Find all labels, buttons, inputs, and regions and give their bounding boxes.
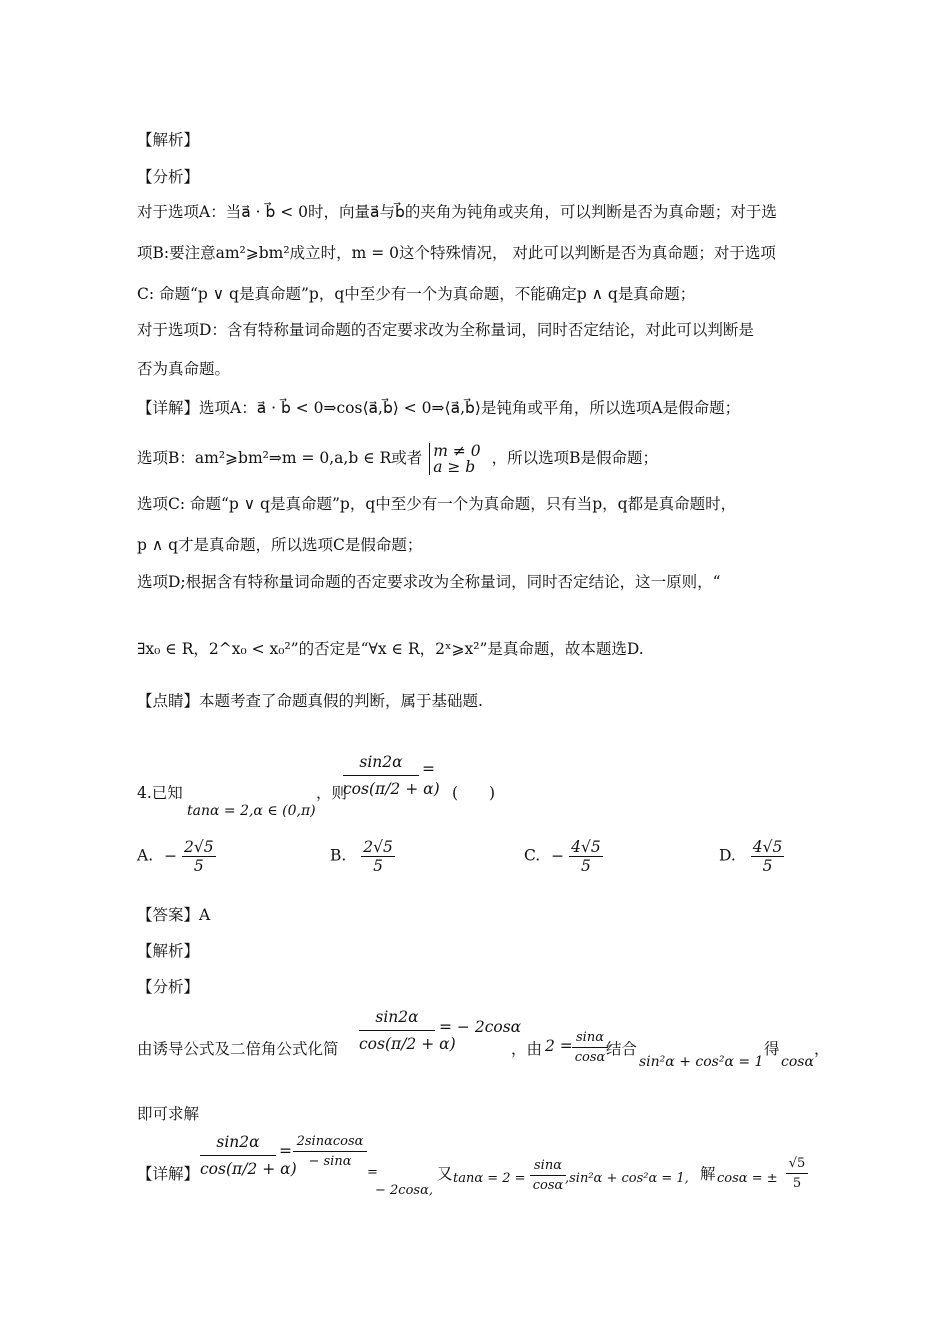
detail-line-2 (137, 443, 658, 475)
q4-analysis-jiehe: 结合 (606, 1040, 638, 1058)
q4-analysis-you: ，由 (511, 1040, 543, 1058)
option-b[interactable] (330, 838, 395, 875)
q4-detail-tan: tanα = 2 = (453, 1171, 526, 1186)
detail-line-2-text: 选项B：am²⩾bm²⇒m = 0,a,b ∈ R或者 (137, 449, 423, 467)
q4-detail-root-num: √5 (786, 1156, 808, 1174)
q4-detail-tan-fraction (530, 1158, 566, 1193)
q4-analysis-cos: cosα (781, 1054, 814, 1070)
case-brace (429, 443, 480, 475)
analysis-line-2: 项B:要注意am²⩾bm²成立时，m = 0这个特殊情况， 对此可以判断是否为真命题；对于选项 (137, 244, 776, 262)
question-4-denominator: cos(π/2 + α) (343, 780, 440, 798)
case-1: m ≠ 0 (433, 442, 481, 460)
q4-detail-tan-den: cosα (532, 1178, 564, 1193)
option-c-num: 4√5 (571, 838, 601, 856)
option-d-num: 4√5 (752, 838, 783, 856)
q4-analysis-fraction (359, 1008, 456, 1053)
detail-line-5: 选项D;根据含有特称量词命题的否定要求改为全称量词，同时否定结论，这一原则，“ (137, 573, 721, 591)
section-jiexi: 【解析】 (137, 131, 200, 149)
q4-detail-root-fraction (786, 1156, 808, 1191)
detail-line-2-end: ，所以选项B是假命题； (491, 449, 658, 467)
option-a-den: 5 (193, 857, 204, 875)
analysis-line-3: C: 命题“p ∨ q是真命题”p，q中至少有一个为真命题，不能确定p ∧ q是真命题； (137, 285, 696, 303)
q4-detail-den-2: − sinα (308, 1154, 352, 1169)
q4-detail-pythagorean: ,sin²α + cos²α = 1, (565, 1171, 689, 1186)
q4-analysis-de: 得 (764, 1040, 780, 1058)
option-a-label: A. (137, 846, 154, 865)
option-c[interactable] (524, 838, 603, 875)
detail-line-6: ∃x₀ ∈ R，2^x₀ < x₀²”的否定是“∀x ∈ R，2ˣ⩾x²”是真命题，故本题选D. (137, 640, 644, 658)
q4-detail-eq-1: = (279, 1142, 292, 1160)
q4-detail-tan-num: sinα (530, 1158, 566, 1176)
option-a[interactable] (137, 838, 216, 875)
q4-detail-cos: cosα = ± (717, 1171, 778, 1186)
option-b-den: 5 (373, 857, 383, 875)
option-d-value (751, 838, 785, 875)
question-4-numerator: sin2α (343, 753, 419, 776)
answer-line: 【答案】A (137, 906, 211, 924)
section-fenxi-2: 【分析】 (137, 978, 200, 996)
detail-line-1: 【详解】选项A：a⃗ · b⃗ < 0⇒cos⟨a⃗,b⃗⟩ < 0⇒⟨a⃗,b⃗⟩是钝角或平角，所以选项A是假命题； (137, 399, 741, 417)
question-4-prefix: 4.已知 (137, 784, 183, 802)
option-c-label: C. (524, 846, 541, 865)
q4-analysis-result: = − 2cosα (439, 1018, 522, 1036)
q4-detail-result: − 2cosα, (375, 1183, 433, 1198)
option-c-den: 5 (580, 857, 591, 875)
section-dianjing: 【点睛】本题考查了命题真假的判断，属于基础题. (137, 692, 483, 710)
q4-detail-num-1: sin2α (200, 1133, 276, 1156)
option-b-value (361, 838, 395, 875)
option-b-num: 2√5 (363, 838, 393, 856)
q4-analysis-pythagorean: sin²α + cos²α = 1 (639, 1054, 764, 1070)
question-4-then: ，则 (316, 784, 348, 802)
analysis-line-4: 对于选项D：含有特称量词命题的否定要求改为全称量词，同时否定结论，对此可以判断是 (137, 321, 754, 339)
option-b-label: B. (330, 846, 347, 865)
q4-detail-fraction-1 (200, 1133, 297, 1178)
analysis-line-1: 对于选项A：当a⃗ · b⃗ < 0时，向量a⃗与b⃗的夹角为钝角或夹角，可以判断是否为真命题；对于选 (137, 203, 777, 221)
question-4-paren: ( ) (452, 784, 496, 802)
q4-analysis-den: cos(π/2 + α) (359, 1035, 456, 1053)
option-a-value (182, 838, 216, 875)
question-4-fraction (343, 753, 440, 798)
question-4-equals: = (422, 760, 435, 778)
detail-line-4: p ∧ q才是真命题，所以选项C是假命题； (137, 536, 423, 554)
q4-analysis-num: sin2α (359, 1008, 435, 1031)
q4-analysis-eq: 2 = (545, 1037, 573, 1055)
option-a-num: 2√5 (184, 838, 214, 856)
q4-detail-you: 又 (437, 1165, 453, 1183)
section-fenxi: 【分析】 (137, 168, 200, 186)
q4-analysis-tan-num: sinα (572, 1030, 608, 1048)
option-d-den: 5 (762, 857, 773, 875)
option-d-label: D. (719, 846, 736, 865)
q4-analysis-line-2: 即可求解 (137, 1105, 200, 1123)
question-4-condition: tanα = 2,α ∈ (0,π) (187, 803, 316, 819)
q4-analysis-tan-den: cosα (574, 1050, 606, 1065)
option-c-sign: − (551, 846, 565, 865)
option-d[interactable] (719, 838, 784, 875)
q4-detail-eq-2: = (367, 1165, 378, 1180)
analysis-line-5: 否为真命题。 (137, 360, 231, 378)
q4-analysis-comma: ， (814, 1040, 830, 1058)
case-2: a ≥ b (433, 458, 476, 476)
q4-detail-den-1: cos(π/2 + α) (200, 1160, 297, 1178)
q4-detail-label: 【详解】 (137, 1165, 200, 1183)
option-a-sign: − (164, 846, 178, 865)
q4-detail-num-2: 2sinαcosα (293, 1134, 367, 1152)
option-c-value (569, 838, 603, 875)
q4-detail-jie: 解 (700, 1165, 716, 1183)
q4-detail-root-den: 5 (792, 1176, 802, 1191)
section-jiexi-2: 【解析】 (137, 942, 200, 960)
q4-detail-fraction-2 (293, 1134, 367, 1169)
q4-analysis-text: 由诱导公式及二倍角公式化简 (137, 1040, 339, 1058)
q4-analysis-tan-fraction (572, 1030, 608, 1065)
detail-line-3: 选项C: 命题“p ∨ q是真命题”p，q中至少有一个为真命题，只有当p，q都是真命题时， (137, 495, 737, 513)
